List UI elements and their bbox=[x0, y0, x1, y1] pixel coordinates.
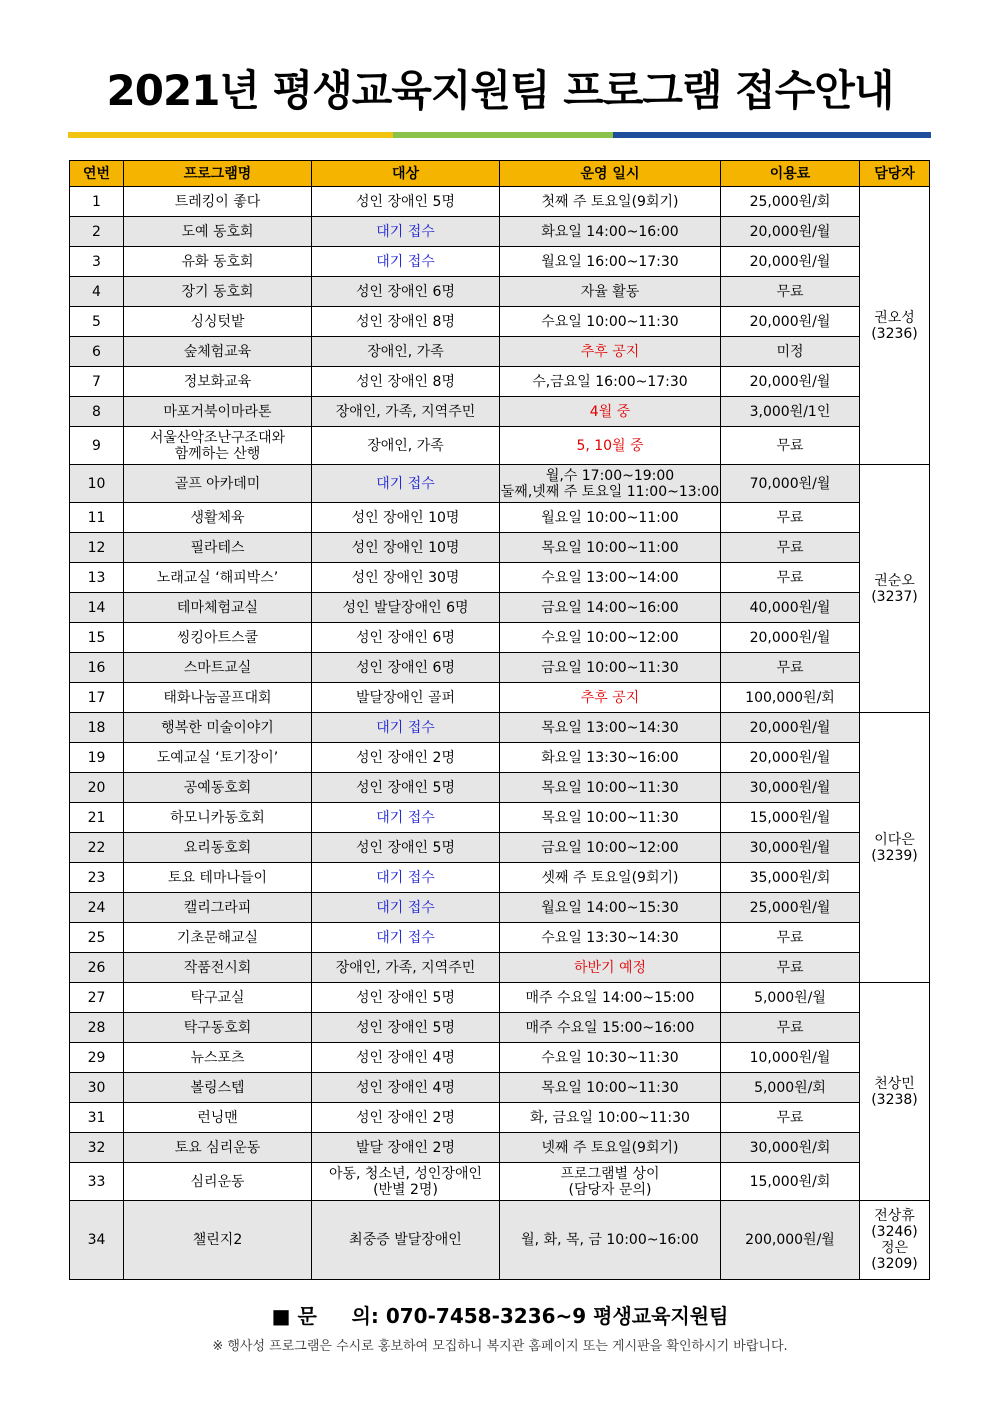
cell-target: 대기 접수 bbox=[312, 893, 500, 923]
cell-fee: 무료 bbox=[721, 503, 860, 533]
cell-no: 4 bbox=[70, 277, 124, 307]
table-row bbox=[70, 1201, 930, 1280]
cell-no: 25 bbox=[70, 923, 124, 953]
table-row bbox=[70, 833, 930, 863]
table-body bbox=[70, 187, 930, 1280]
cell-program: 요리동호회 bbox=[124, 833, 312, 863]
cell-target: 발달장애인 골퍼 bbox=[312, 683, 500, 713]
cell-fee: 5,000원/월 bbox=[721, 983, 860, 1013]
cell-program: 런닝맨 bbox=[124, 1103, 312, 1133]
page-title: 2021년 평생교육지원팀 프로그램 접수안내 bbox=[106, 66, 894, 115]
cell-target: 성인 장애인 6명 bbox=[312, 653, 500, 683]
table-row bbox=[70, 983, 930, 1013]
cell-program: 공예동호회 bbox=[124, 773, 312, 803]
cell-program: 심리운동 bbox=[124, 1163, 312, 1201]
cell-schedule: 5, 10월 중 bbox=[500, 427, 721, 465]
table-row bbox=[70, 367, 930, 397]
cell-target: 대기 접수 bbox=[312, 217, 500, 247]
program-table bbox=[69, 160, 930, 1280]
cell-target: 아동, 청소년, 성인장애인 (반별 2명) bbox=[312, 1163, 500, 1201]
table-row bbox=[70, 337, 930, 367]
cell-fee: 미정 bbox=[721, 337, 860, 367]
cell-fee: 20,000원/월 bbox=[721, 307, 860, 337]
cell-target: 성인 장애인 10명 bbox=[312, 533, 500, 563]
table-row bbox=[70, 1133, 930, 1163]
cell-program: 트레킹이 좋다 bbox=[124, 187, 312, 217]
cell-fee: 20,000원/월 bbox=[721, 217, 860, 247]
table-row bbox=[70, 713, 930, 743]
cell-schedule: 월,수 17:00~19:00 둘째,넷째 주 토요일 11:00~13:00 bbox=[500, 465, 721, 503]
cell-program: 장기 동호회 bbox=[124, 277, 312, 307]
cell-no: 3 bbox=[70, 247, 124, 277]
header-no: 연번 bbox=[70, 161, 124, 187]
cell-fee: 5,000원/회 bbox=[721, 1073, 860, 1103]
cell-target: 성인 장애인 2명 bbox=[312, 1103, 500, 1133]
cell-fee: 20,000원/월 bbox=[721, 247, 860, 277]
cell-schedule: 월요일 16:00~17:30 bbox=[500, 247, 721, 277]
cell-program: 정보화교육 bbox=[124, 367, 312, 397]
cell-schedule: 화요일 14:00~16:00 bbox=[500, 217, 721, 247]
table-row bbox=[70, 187, 930, 217]
cell-program: 숲체험교육 bbox=[124, 337, 312, 367]
cell-fee: 3,000원/1인 bbox=[721, 397, 860, 427]
cell-schedule: 수요일 10:30~11:30 bbox=[500, 1043, 721, 1073]
table-row bbox=[70, 247, 930, 277]
cell-target: 성인 장애인 8명 bbox=[312, 367, 500, 397]
title-rule-green bbox=[393, 132, 613, 138]
cell-no: 19 bbox=[70, 743, 124, 773]
cell-schedule: 월요일 10:00~11:00 bbox=[500, 503, 721, 533]
table-row bbox=[70, 683, 930, 713]
cell-schedule: 추후 공지 bbox=[500, 683, 721, 713]
cell-schedule: 추후 공지 bbox=[500, 337, 721, 367]
cell-no: 9 bbox=[70, 427, 124, 465]
header-target: 대상 bbox=[312, 161, 500, 187]
table-row bbox=[70, 217, 930, 247]
cell-schedule: 수,금요일 16:00~17:30 bbox=[500, 367, 721, 397]
cell-schedule: 월요일 14:00~15:30 bbox=[500, 893, 721, 923]
cell-program: 싱싱텃밭 bbox=[124, 307, 312, 337]
contact-info: ■ 문 의: 070-7458-3236~9 평생교육지원팀 bbox=[271, 1304, 729, 1328]
cell-target: 대기 접수 bbox=[312, 923, 500, 953]
cell-schedule: 목요일 10:00~11:30 bbox=[500, 803, 721, 833]
cell-program: 기초문해교실 bbox=[124, 923, 312, 953]
cell-program: 작품전시회 bbox=[124, 953, 312, 983]
cell-schedule: 금요일 10:00~12:00 bbox=[500, 833, 721, 863]
cell-fee: 25,000원/월 bbox=[721, 893, 860, 923]
cell-target: 대기 접수 bbox=[312, 247, 500, 277]
title-rule-blue bbox=[613, 132, 931, 138]
table-row bbox=[70, 533, 930, 563]
cell-schedule: 넷째 주 토요일(9회기) bbox=[500, 1133, 721, 1163]
cell-target: 대기 접수 bbox=[312, 803, 500, 833]
cell-fee: 20,000원/월 bbox=[721, 367, 860, 397]
cell-fee: 무료 bbox=[721, 533, 860, 563]
cell-schedule: 월, 화, 목, 금 10:00~16:00 bbox=[500, 1201, 721, 1280]
cell-program: 캘리그라피 bbox=[124, 893, 312, 923]
cell-schedule: 금요일 14:00~16:00 bbox=[500, 593, 721, 623]
cell-target: 성인 장애인 4명 bbox=[312, 1073, 500, 1103]
cell-program: 뉴스포츠 bbox=[124, 1043, 312, 1073]
table-row bbox=[70, 427, 930, 465]
title-rule-yellow bbox=[68, 132, 393, 138]
table-row bbox=[70, 953, 930, 983]
cell-program: 골프 아카데미 bbox=[124, 465, 312, 503]
cell-target: 성인 장애인 4명 bbox=[312, 1043, 500, 1073]
header-program: 프로그램명 bbox=[124, 161, 312, 187]
cell-fee: 15,000원/회 bbox=[721, 1163, 860, 1201]
cell-no: 12 bbox=[70, 533, 124, 563]
cell-target: 성인 장애인 5명 bbox=[312, 187, 500, 217]
table-row bbox=[70, 1073, 930, 1103]
cell-target: 성인 장애인 8명 bbox=[312, 307, 500, 337]
cell-fee: 100,000원/회 bbox=[721, 683, 860, 713]
header-fee: 이용료 bbox=[721, 161, 860, 187]
cell-target: 장애인, 가족, 지역주민 bbox=[312, 397, 500, 427]
cell-target: 최중증 발달장애인 bbox=[312, 1201, 500, 1280]
cell-fee: 무료 bbox=[721, 563, 860, 593]
cell-manager: 이다은 (3239) bbox=[860, 713, 930, 983]
table-row bbox=[70, 277, 930, 307]
table-row bbox=[70, 593, 930, 623]
cell-target: 성인 장애인 10명 bbox=[312, 503, 500, 533]
cell-program: 챌린지2 bbox=[124, 1201, 312, 1280]
cell-program: 토요 테마나들이 bbox=[124, 863, 312, 893]
cell-no: 22 bbox=[70, 833, 124, 863]
cell-no: 33 bbox=[70, 1163, 124, 1201]
cell-no: 29 bbox=[70, 1043, 124, 1073]
cell-program: 씽킹아트스쿨 bbox=[124, 623, 312, 653]
cell-program: 스마트교실 bbox=[124, 653, 312, 683]
cell-target: 성인 장애인 6명 bbox=[312, 623, 500, 653]
cell-program: 유화 동호회 bbox=[124, 247, 312, 277]
cell-program: 탁구동호회 bbox=[124, 1013, 312, 1043]
cell-fee: 20,000원/월 bbox=[721, 743, 860, 773]
cell-fee: 무료 bbox=[721, 1013, 860, 1043]
cell-no: 14 bbox=[70, 593, 124, 623]
cell-no: 18 bbox=[70, 713, 124, 743]
cell-schedule: 화요일 13:30~16:00 bbox=[500, 743, 721, 773]
cell-program: 테마체험교실 bbox=[124, 593, 312, 623]
cell-fee: 40,000원/월 bbox=[721, 593, 860, 623]
cell-program: 마포거북이마라톤 bbox=[124, 397, 312, 427]
header-manager: 담당자 bbox=[860, 161, 930, 187]
table-row bbox=[70, 503, 930, 533]
cell-target: 성인 장애인 30명 bbox=[312, 563, 500, 593]
cell-no: 1 bbox=[70, 187, 124, 217]
cell-no: 20 bbox=[70, 773, 124, 803]
cell-program: 행복한 미술이야기 bbox=[124, 713, 312, 743]
cell-no: 32 bbox=[70, 1133, 124, 1163]
cell-fee: 20,000원/월 bbox=[721, 713, 860, 743]
cell-no: 23 bbox=[70, 863, 124, 893]
cell-target: 대기 접수 bbox=[312, 863, 500, 893]
cell-fee: 15,000원/월 bbox=[721, 803, 860, 833]
cell-no: 13 bbox=[70, 563, 124, 593]
cell-schedule: 프로그램별 상이 (담당자 문의) bbox=[500, 1163, 721, 1201]
cell-target: 성인 장애인 5명 bbox=[312, 773, 500, 803]
cell-schedule: 수요일 10:00~11:30 bbox=[500, 307, 721, 337]
cell-manager: 전상휴 (3246) 정은 (3209) bbox=[860, 1201, 930, 1280]
cell-schedule: 목요일 10:00~11:30 bbox=[500, 773, 721, 803]
cell-no: 8 bbox=[70, 397, 124, 427]
cell-no: 17 bbox=[70, 683, 124, 713]
cell-target: 장애인, 가족, 지역주민 bbox=[312, 953, 500, 983]
cell-target: 장애인, 가족 bbox=[312, 337, 500, 367]
cell-program: 토요 심리운동 bbox=[124, 1133, 312, 1163]
cell-program: 태화나눔골프대회 bbox=[124, 683, 312, 713]
cell-program: 볼링스텝 bbox=[124, 1073, 312, 1103]
cell-fee: 30,000원/회 bbox=[721, 1133, 860, 1163]
cell-manager: 권오성 (3236) bbox=[860, 187, 930, 465]
cell-fee: 20,000원/월 bbox=[721, 623, 860, 653]
cell-target: 발달 장애인 2명 bbox=[312, 1133, 500, 1163]
cell-no: 26 bbox=[70, 953, 124, 983]
cell-fee: 10,000원/월 bbox=[721, 1043, 860, 1073]
table-row bbox=[70, 803, 930, 833]
cell-target: 대기 접수 bbox=[312, 713, 500, 743]
table-row bbox=[70, 563, 930, 593]
cell-no: 10 bbox=[70, 465, 124, 503]
table-row bbox=[70, 307, 930, 337]
cell-no: 2 bbox=[70, 217, 124, 247]
table-header-row bbox=[70, 161, 930, 187]
cell-no: 31 bbox=[70, 1103, 124, 1133]
cell-fee: 무료 bbox=[721, 277, 860, 307]
cell-fee: 무료 bbox=[721, 427, 860, 465]
cell-schedule: 4월 중 bbox=[500, 397, 721, 427]
cell-fee: 200,000원/월 bbox=[721, 1201, 860, 1280]
cell-schedule: 수요일 13:30~14:30 bbox=[500, 923, 721, 953]
cell-no: 6 bbox=[70, 337, 124, 367]
cell-program: 탁구교실 bbox=[124, 983, 312, 1013]
cell-target: 성인 장애인 6명 bbox=[312, 277, 500, 307]
cell-target: 성인 장애인 5명 bbox=[312, 983, 500, 1013]
cell-manager: 권순오 (3237) bbox=[860, 465, 930, 713]
table-row bbox=[70, 653, 930, 683]
cell-schedule: 하반기 예정 bbox=[500, 953, 721, 983]
cell-schedule: 셋째 주 토요일(9회기) bbox=[500, 863, 721, 893]
cell-program: 하모니카동호회 bbox=[124, 803, 312, 833]
cell-fee: 무료 bbox=[721, 1103, 860, 1133]
cell-no: 28 bbox=[70, 1013, 124, 1043]
table-row bbox=[70, 465, 930, 503]
table-row bbox=[70, 923, 930, 953]
cell-target: 성인 발달장애인 6명 bbox=[312, 593, 500, 623]
cell-fee: 30,000원/월 bbox=[721, 833, 860, 863]
cell-fee: 70,000원/월 bbox=[721, 465, 860, 503]
table-row bbox=[70, 863, 930, 893]
cell-program: 노래교실 ‘해피박스’ bbox=[124, 563, 312, 593]
cell-program: 생활체육 bbox=[124, 503, 312, 533]
cell-schedule: 목요일 10:00~11:00 bbox=[500, 533, 721, 563]
cell-schedule: 매주 수요일 14:00~15:00 bbox=[500, 983, 721, 1013]
cell-schedule: 화, 금요일 10:00~11:30 bbox=[500, 1103, 721, 1133]
cell-target: 장애인, 가족 bbox=[312, 427, 500, 465]
cell-program: 서울산악조난구조대와 함께하는 산행 bbox=[124, 427, 312, 465]
table-row bbox=[70, 1043, 930, 1073]
cell-no: 16 bbox=[70, 653, 124, 683]
cell-schedule: 수요일 13:00~14:00 bbox=[500, 563, 721, 593]
cell-fee: 무료 bbox=[721, 953, 860, 983]
cell-schedule: 매주 수요일 15:00~16:00 bbox=[500, 1013, 721, 1043]
cell-schedule: 목요일 13:00~14:30 bbox=[500, 713, 721, 743]
cell-program: 도예교실 ‘토기장이’ bbox=[124, 743, 312, 773]
cell-fee: 무료 bbox=[721, 653, 860, 683]
cell-no: 34 bbox=[70, 1201, 124, 1280]
table-row bbox=[70, 1163, 930, 1201]
cell-no: 21 bbox=[70, 803, 124, 833]
table-row bbox=[70, 743, 930, 773]
cell-target: 대기 접수 bbox=[312, 465, 500, 503]
cell-schedule: 금요일 10:00~11:30 bbox=[500, 653, 721, 683]
table-row bbox=[70, 1103, 930, 1133]
cell-fee: 35,000원/회 bbox=[721, 863, 860, 893]
cell-program: 필라테스 bbox=[124, 533, 312, 563]
table-row bbox=[70, 1013, 930, 1043]
cell-fee: 30,000원/월 bbox=[721, 773, 860, 803]
cell-manager: 천상민 (3238) bbox=[860, 983, 930, 1201]
table-row bbox=[70, 893, 930, 923]
cell-fee: 25,000원/회 bbox=[721, 187, 860, 217]
table-row bbox=[70, 397, 930, 427]
cell-no: 30 bbox=[70, 1073, 124, 1103]
notice-text: ※ 행사성 프로그램은 수시로 홍보하여 모집하니 복지관 홈페이지 또는 게시판을 확인하시기 바랍니다. bbox=[212, 1339, 788, 1354]
table-row bbox=[70, 623, 930, 653]
cell-target: 성인 장애인 5명 bbox=[312, 1013, 500, 1043]
table-row bbox=[70, 773, 930, 803]
cell-schedule: 자율 활동 bbox=[500, 277, 721, 307]
cell-schedule: 수요일 10:00~12:00 bbox=[500, 623, 721, 653]
cell-no: 5 bbox=[70, 307, 124, 337]
cell-no: 24 bbox=[70, 893, 124, 923]
cell-target: 성인 장애인 5명 bbox=[312, 833, 500, 863]
cell-schedule: 첫째 주 토요일(9회기) bbox=[500, 187, 721, 217]
cell-schedule: 목요일 10:00~11:30 bbox=[500, 1073, 721, 1103]
cell-program: 도예 동호회 bbox=[124, 217, 312, 247]
header-schedule: 운영 일시 bbox=[500, 161, 721, 187]
cell-no: 27 bbox=[70, 983, 124, 1013]
cell-target: 성인 장애인 2명 bbox=[312, 743, 500, 773]
cell-fee: 무료 bbox=[721, 923, 860, 953]
cell-no: 15 bbox=[70, 623, 124, 653]
cell-no: 11 bbox=[70, 503, 124, 533]
cell-no: 7 bbox=[70, 367, 124, 397]
